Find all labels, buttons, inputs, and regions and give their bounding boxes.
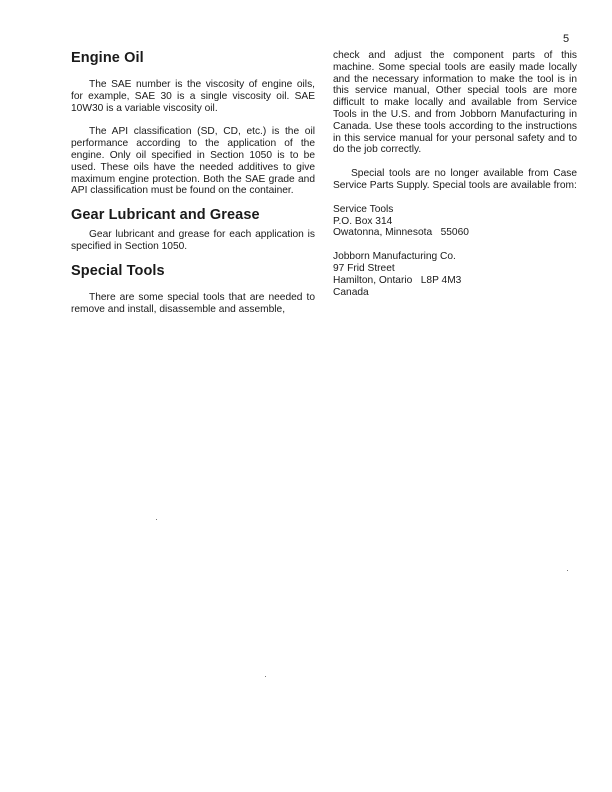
gear-lubricant-section: [71, 207, 315, 253]
address-us-po-box: P.O. Box 314: [333, 215, 393, 227]
address-ca-street: 97 Frid Street: [333, 262, 395, 274]
address-service-tools: [333, 204, 577, 239]
address-ca-name: Jobborn Manufacturing Co.: [333, 251, 456, 263]
left-column: [71, 50, 315, 315]
engine-oil-heading: Engine Oil: [71, 50, 144, 66]
address-us-city: Owatonna, Minnesota 55060: [333, 227, 469, 239]
gear-lubricant-paragraph: Gear lubricant and grease for each application is specified in Section 1050.: [71, 229, 315, 252]
gear-lubricant-heading: Gear Lubricant and Grease: [71, 207, 260, 224]
engine-oil-paragraph-1: The SAE number is the viscosity of engine oils, for example, SAE 30 is a single viscosity oil. SAE 10W30 is a variable viscosity oil.: [71, 79, 315, 114]
address-ca-country: Canada: [333, 286, 369, 298]
engine-oil-paragraph-2: The API classification (SD, CD, etc.) is the oil performance according to the application of the engine. Only oil specified in Section 1050 is to be used. These oils have the needed additives to give maximum engine protection. Both the SAE grade and API classification must be found on the container.: [71, 126, 315, 197]
special-tools-paragraph-continued: check and adjust the component parts of this machine. Some special tools are easily made locally and the necessary information to make the tool is in this service manual, Other special tools are more difficult to make locally and available from Service Tools in the U.S. and from Jobborn Manufacturing in Canada. Use these tools according to the instructions in this service manual for your personal safety and to do the job correctly.: [333, 50, 577, 156]
address-ca-city: Hamilton, Ontario L8P 4M3: [333, 274, 462, 286]
scan-speck: [156, 519, 157, 520]
page-number: 5: [563, 33, 570, 45]
scan-speck: [567, 570, 568, 571]
special-tools-paragraph-start: There are some special tools that are needed to remove and install, disassemble and assemble,: [71, 291, 315, 315]
scan-speck: [265, 676, 266, 677]
right-column: [333, 50, 577, 298]
engine-oil-section: [71, 50, 315, 197]
special-tools-availability-paragraph: Special tools are no longer available from Case Service Parts Supply. Special tools are available from:: [333, 168, 577, 191]
special-tools-heading: Special Tools: [71, 262, 165, 279]
special-tools-section: [71, 263, 315, 316]
address-jobborn: [333, 251, 577, 298]
address-us-name: Service Tools: [333, 203, 394, 215]
